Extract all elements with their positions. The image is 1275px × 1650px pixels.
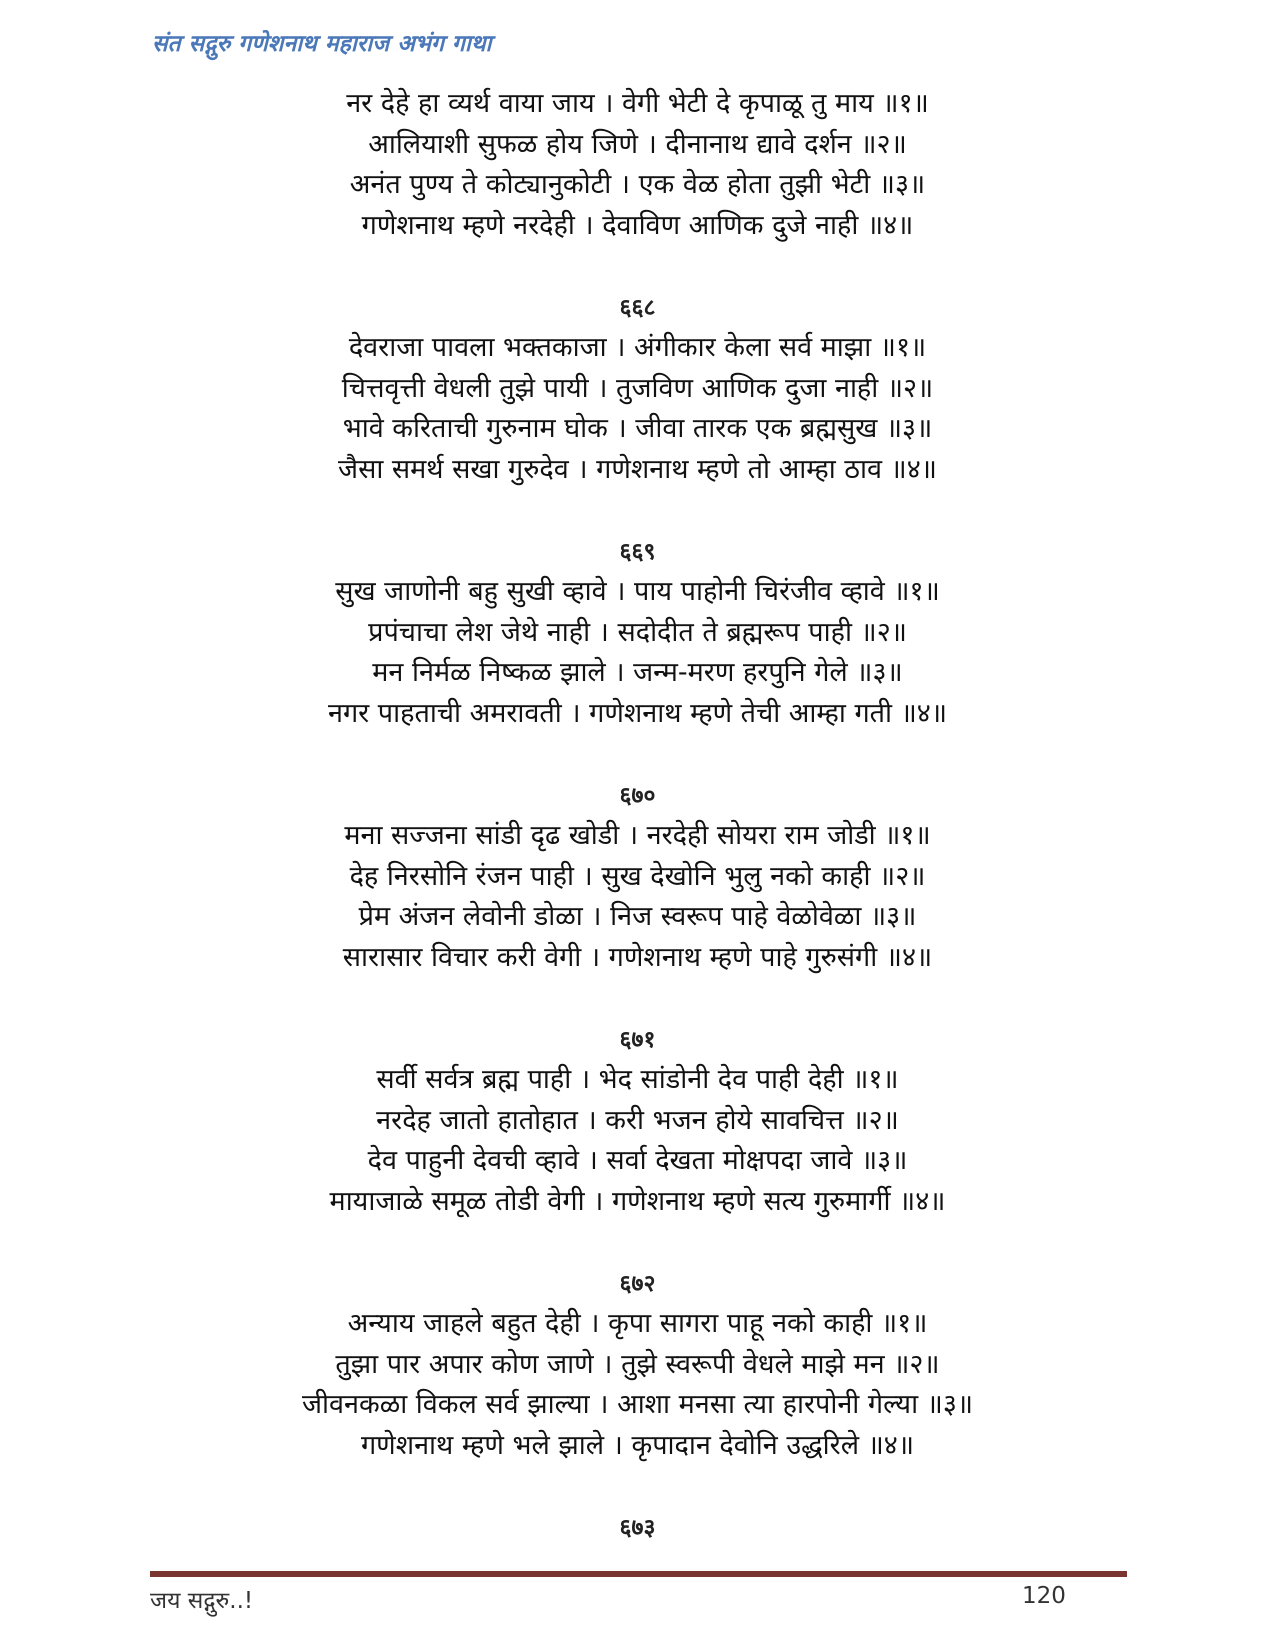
verse-line: गणेशनाथ म्हणे नरदेही । देवाविण आणिक दुजे नाही ॥४॥ bbox=[361, 209, 914, 241]
abhang-number: ६७१ bbox=[619, 1027, 656, 1053]
page-number: 120 bbox=[1022, 1583, 1066, 1609]
verse-line: देह निरसोनि रंजन पाही । सुख देखोनि भुलु नको काही ॥२॥ bbox=[349, 860, 926, 892]
verse-line: प्रेम अंजन लेवोनी डोळा । निज स्वरूप पाहे वेळोवेळा ॥३॥ bbox=[358, 901, 917, 932]
verse-line: देव पाहुनी देवची व्हावे । सर्वा देखता मोक्षपदा जावे ॥३॥ bbox=[367, 1145, 908, 1176]
verse-line: मना सज्जना सांडी दृढ खोडी । नरदेही सोयरा राम जोडी ॥१॥ bbox=[344, 820, 931, 851]
abhang-block bbox=[0, 84, 1275, 246]
abhang-block bbox=[0, 532, 1275, 734]
verse-line: सुख जाणोनी बहु सुखी व्हावे । पाय पाहोनी चिरंजीव व्हावे ॥१॥ bbox=[335, 576, 940, 607]
verse-line: तुझा पार अपार कोण जाणे । तुझे स्वरूपी वेधले माझे मन ॥२॥ bbox=[335, 1348, 940, 1380]
verse-line: भावे करिताची गुरुनाम घोक । जीवा तारक एक ब्रह्मसुख ॥३॥ bbox=[342, 413, 933, 444]
footer-text: जय सद्गुरु..! bbox=[150, 1588, 254, 1614]
abhang-number: ६७२ bbox=[619, 1271, 656, 1297]
abhang-block bbox=[0, 1020, 1275, 1222]
abhang-block bbox=[0, 776, 1275, 978]
abhang-number: ६७३ bbox=[619, 1515, 656, 1541]
verse-line: चित्तवृत्ती वेधली तुझे पायी । तुजविण आणिक दुजा नाही ॥२॥ bbox=[341, 372, 934, 404]
verse-line: नर देहे हा व्यर्थ वाया जाय । वेगी भेटी दे कृपाळू तु माय ॥१॥ bbox=[346, 88, 929, 119]
abhang-content bbox=[0, 84, 1275, 1548]
verse-line: गणेशनाथ म्हणे भले झाले । कृपादान देवोनि उद्धरिले ॥४॥ bbox=[360, 1429, 914, 1461]
verse-line: प्रपंचाचा लेश जेथे नाही । सदोदीत ते ब्रह्मरूप पाही ॥२॥ bbox=[368, 616, 907, 648]
verse-line: जीवनकळा विकल सर्व झाल्या । आशा मनसा त्या हारपोनी गेल्या ॥३॥ bbox=[301, 1389, 974, 1420]
verse-line: अन्याय जाहले बहुत देही । कृपा सागरा पाहू नको काही ॥१॥ bbox=[347, 1308, 928, 1339]
verse-line: नरदेह जातो हातोहात । करी भजन होये सावचित्त ॥२॥ bbox=[376, 1104, 899, 1136]
verse-line: आलियाशी सुफळ होय जिणे । दीनानाथ द्यावे दर्शन ॥२॥ bbox=[368, 128, 907, 160]
verse-line: नगर पाहताची अमरावती । गणेशनाथ म्हणे तेची आम्हा गती ॥४॥ bbox=[328, 697, 947, 729]
abhang-block bbox=[0, 1264, 1275, 1466]
abhang-number: ६७० bbox=[619, 783, 656, 809]
page-header-title: संत सद्गुरु गणेशनाथ महाराज अभंग गाथा bbox=[152, 31, 492, 57]
verse-line: अनंत पुण्य ते कोट्यानुकोटी । एक वेळ होता तुझी भेटी ॥३॥ bbox=[349, 169, 926, 200]
verse-line: जैसा समर्थ सखा गुरुदेव । गणेशनाथ म्हणे तो आम्हा ठाव ॥४॥ bbox=[338, 453, 937, 485]
footer-divider bbox=[150, 1571, 1127, 1577]
verse-line: मायाजाळे समूळ तोडी वेगी । गणेशनाथ म्हणे सत्य गुरुमार्गी ॥४॥ bbox=[329, 1185, 946, 1217]
verse-line: सारासार विचार करी वेगी । गणेशनाथ म्हणे पाहे गुरुसंगी ॥४॥ bbox=[342, 941, 933, 973]
verse-line: सर्वी सर्वत्र ब्रह्म पाही । भेद सांडोनी देव पाही देही ॥१॥ bbox=[376, 1064, 899, 1095]
verse-line: मन निर्मळ निष्कळ झाले । जन्म-मरण हरपुनि गेले ॥३॥ bbox=[372, 657, 903, 688]
verse-line: देवराजा पावला भक्तकाजा । अंगीकार केला सर्व माझा ॥१॥ bbox=[348, 332, 927, 363]
abhang-number: ६६८ bbox=[619, 295, 656, 321]
abhang-block bbox=[0, 288, 1275, 490]
abhang-number: ६६९ bbox=[619, 539, 656, 565]
abhang-block bbox=[0, 1508, 1275, 1548]
